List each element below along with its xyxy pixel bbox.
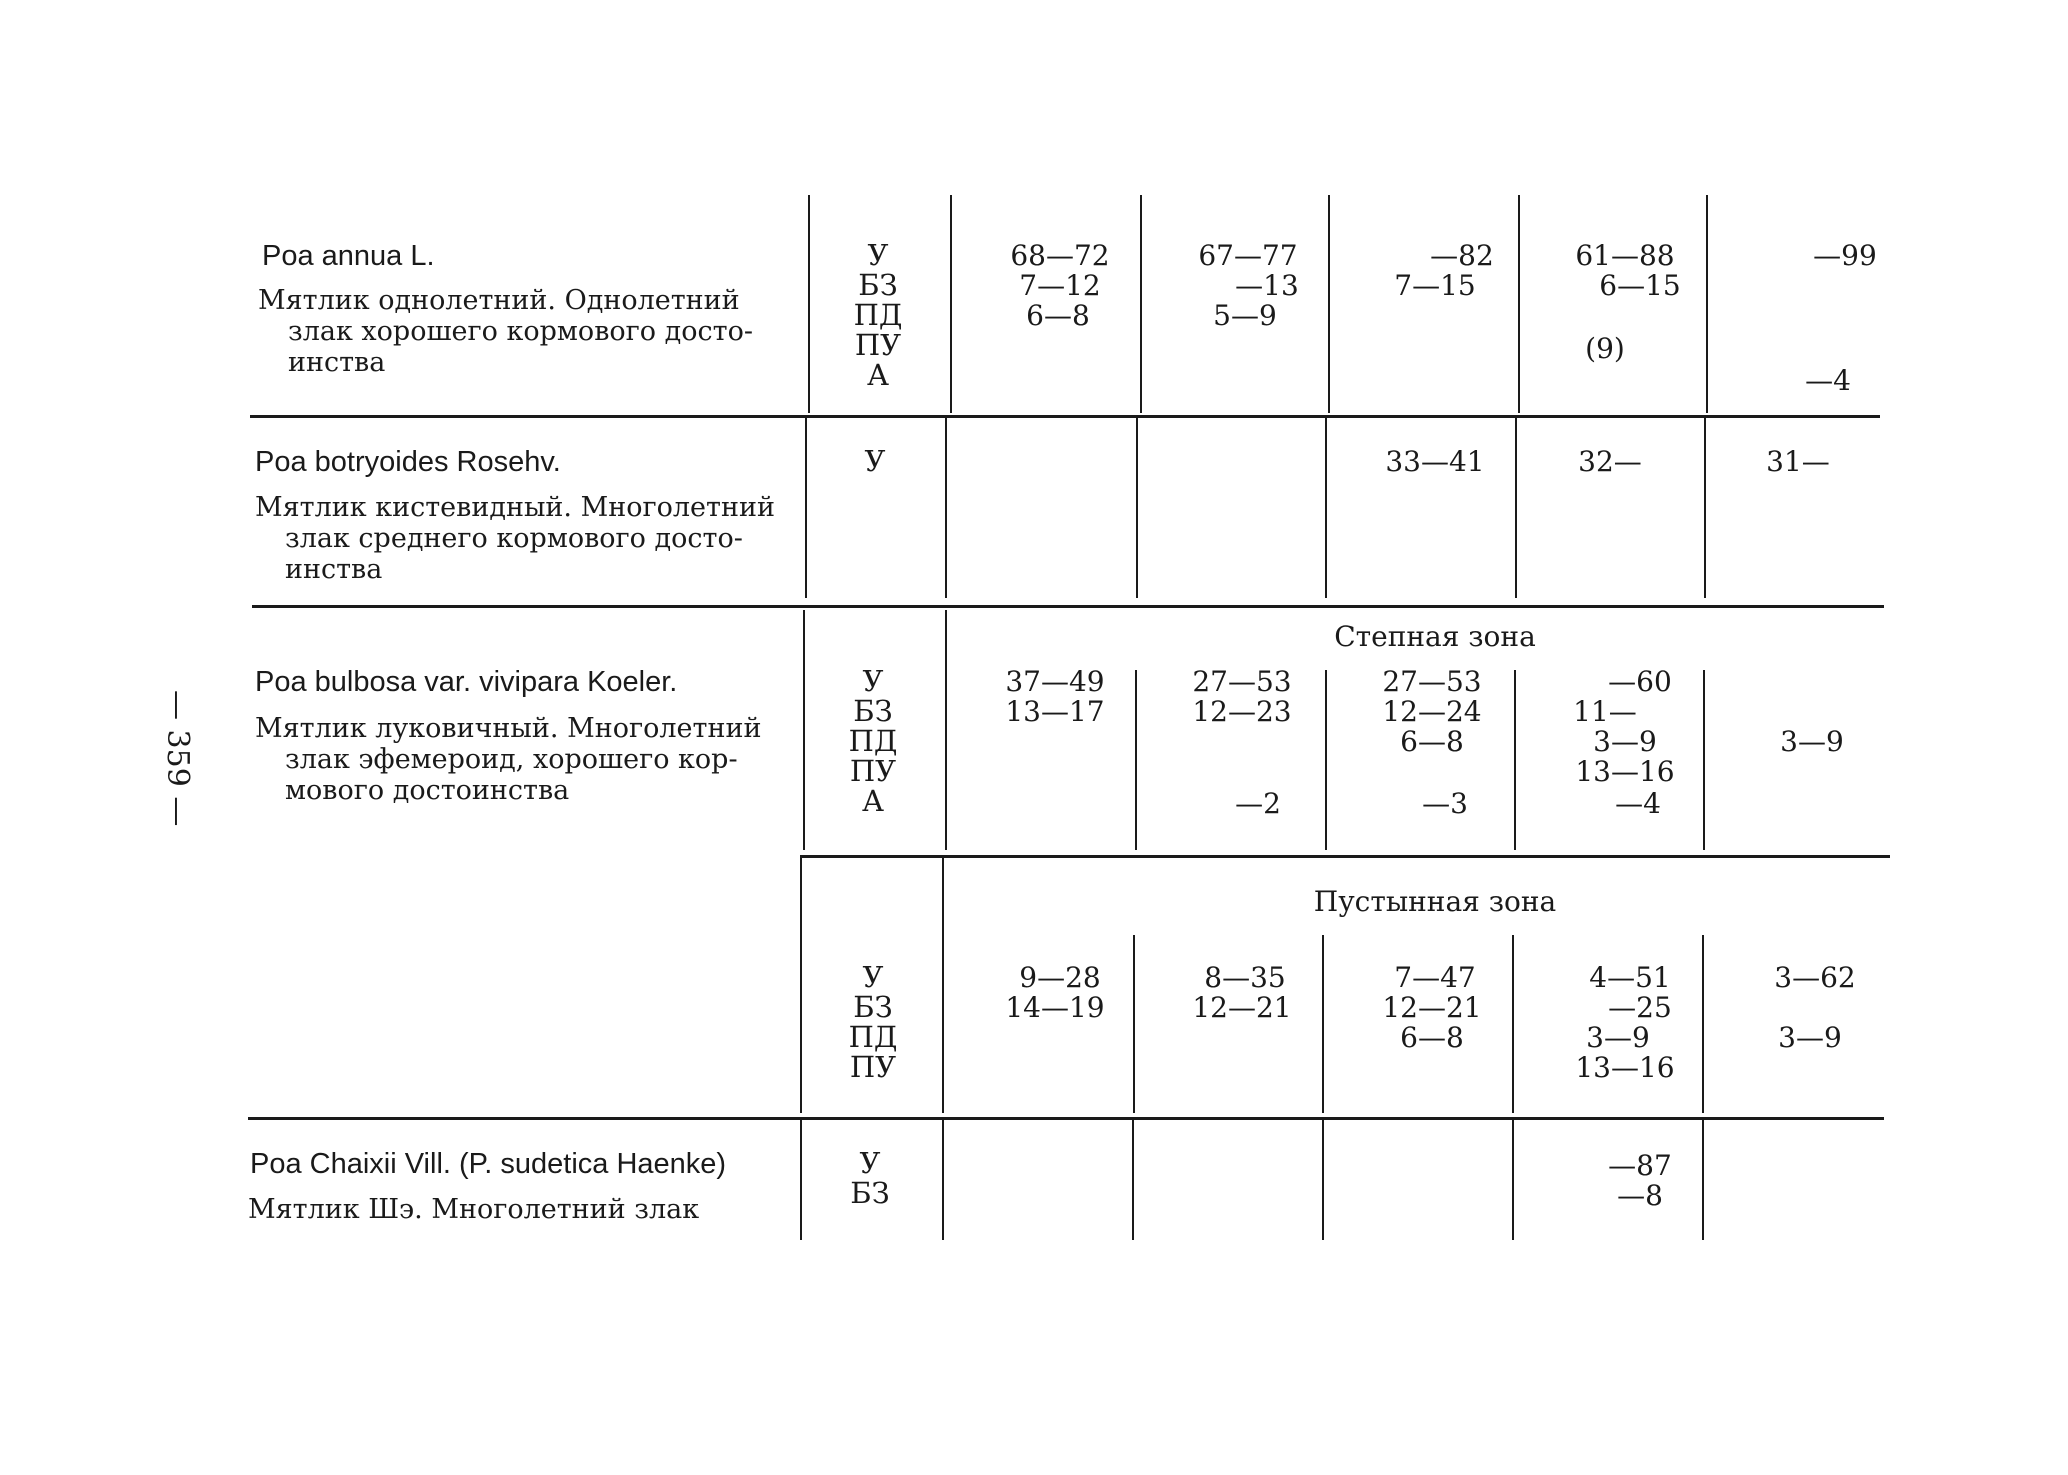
row-divider <box>252 605 1884 608</box>
description-line: Мятлик Шэ. Многолетний злак <box>248 1194 700 1225</box>
indicator-codes <box>830 1148 910 1208</box>
species-description <box>255 492 785 585</box>
value-cell: —2 <box>1235 787 1281 820</box>
value-cell: —3 <box>1422 787 1468 820</box>
value-cell: 6—8 <box>1400 1021 1464 1054</box>
column-rule <box>1322 935 1324 1113</box>
value-cell: —87 <box>1608 1149 1672 1182</box>
code: БЗ <box>853 694 893 728</box>
value-cell: 13—17 <box>1005 695 1105 728</box>
species-description <box>255 713 783 806</box>
column-rule <box>1702 1120 1704 1240</box>
value-cell: 4—51 <box>1589 961 1671 994</box>
value-cell: 27—53 <box>1382 665 1482 698</box>
value-cell: 12—24 <box>1382 695 1482 728</box>
column-rule <box>803 610 805 850</box>
species-latin-name: Poa Chaixii Vill. (P. sudetica Haenke) <box>250 1148 727 1180</box>
code: ПД <box>853 298 903 332</box>
description-line: Мятлик луковичный. Многолетний <box>255 713 762 744</box>
species-description <box>258 285 793 378</box>
value-cell: 8—35 <box>1204 961 1286 994</box>
value-cell: 6—8 <box>1400 725 1464 758</box>
value-cell: —99 <box>1813 239 1877 272</box>
row-divider <box>248 1117 1884 1120</box>
code: У <box>862 664 884 698</box>
code: ПУ <box>849 1050 897 1084</box>
indicator-codes <box>838 240 918 390</box>
value-cell: 31— <box>1766 445 1830 478</box>
column-rule <box>1132 1120 1134 1240</box>
description-line: мового достоинства <box>285 775 570 806</box>
value-cell: 33—41 <box>1385 445 1485 478</box>
column-rule <box>1328 195 1330 413</box>
code: А <box>862 784 884 818</box>
value-cell: —25 <box>1608 991 1672 1024</box>
value-cell: 12—21 <box>1192 991 1292 1024</box>
column-rule <box>1325 418 1327 598</box>
row-divider <box>250 415 1880 418</box>
value-cell: 13—16 <box>1575 1051 1675 1084</box>
indicator-codes <box>835 446 915 476</box>
value-cell: 14—19 <box>1005 991 1105 1024</box>
column-rule <box>1514 670 1516 850</box>
column-rule <box>808 195 810 413</box>
code: У <box>867 238 889 272</box>
code: БЗ <box>858 268 898 302</box>
code: БЗ <box>853 990 893 1024</box>
value-cell: 7—47 <box>1394 961 1476 994</box>
value-cell: 68—72 <box>1010 239 1110 272</box>
column-rule <box>945 610 947 850</box>
code: У <box>864 444 886 478</box>
value-cell: 3—9 <box>1586 1021 1650 1054</box>
column-rule <box>1518 195 1520 413</box>
value-cell: —60 <box>1608 665 1672 698</box>
description-line: инства <box>288 347 386 378</box>
value-cell: —4 <box>1615 787 1661 820</box>
zone-heading-steppe: Степная зона <box>1334 620 1536 653</box>
indicator-codes <box>833 962 913 1082</box>
value-cell: 3—62 <box>1774 961 1856 994</box>
value-cell: 6—8 <box>1026 299 1090 332</box>
column-rule <box>1140 195 1142 413</box>
column-rule <box>800 858 802 1113</box>
code: ПУ <box>854 328 902 362</box>
column-rule <box>1135 670 1137 850</box>
column-rule <box>1702 935 1704 1113</box>
description-line: злак среднего кормового досто- <box>285 523 743 554</box>
value-cell: (9) <box>1585 332 1625 365</box>
value-cell: 27—53 <box>1192 665 1292 698</box>
code: А <box>867 358 889 392</box>
page-number: — 359 — <box>160 690 195 827</box>
description-line: Мятлик кистевидный. Многолетний <box>255 492 775 523</box>
value-cell: 12—23 <box>1192 695 1292 728</box>
column-rule <box>1512 1120 1514 1240</box>
species-latin-name: Poa bulbosa var. vivipara Koeler. <box>255 666 678 698</box>
code: ПД <box>848 1020 898 1054</box>
column-rule <box>800 1120 802 1240</box>
column-rule <box>942 858 944 1113</box>
value-cell: 5—9 <box>1213 299 1277 332</box>
value-cell: 9—28 <box>1019 961 1101 994</box>
zone-heading-desert: Пустынная зона <box>1313 885 1557 918</box>
code: ПД <box>848 724 898 758</box>
description-line: злак хорошего кормового досто- <box>288 316 753 347</box>
value-cell: 37—49 <box>1005 665 1105 698</box>
value-cell: 67—77 <box>1198 239 1298 272</box>
value-cell: 11— <box>1573 695 1637 728</box>
description-line: Мятлик однолетний. Однолетний <box>258 285 740 316</box>
column-rule <box>1703 670 1705 850</box>
value-cell: 61—88 <box>1575 239 1675 272</box>
column-rule <box>1325 670 1327 850</box>
column-rule <box>805 418 807 598</box>
value-cell: 3—9 <box>1593 725 1657 758</box>
value-cell: 32— <box>1578 445 1642 478</box>
value-cell: 3—9 <box>1780 725 1844 758</box>
value-cell: —13 <box>1235 269 1299 302</box>
column-rule <box>1704 418 1706 598</box>
species-latin-name: Poa annua L. <box>262 240 435 272</box>
code: У <box>862 960 884 994</box>
value-cell: 7—15 <box>1394 269 1476 302</box>
value-cell: 3—9 <box>1778 1021 1842 1054</box>
code: БЗ <box>850 1176 890 1210</box>
code: У <box>859 1146 881 1180</box>
indicator-codes <box>833 666 913 816</box>
column-rule <box>945 418 947 598</box>
zone-divider <box>800 855 1890 858</box>
description-line: злак эфемероид, хорошего кор- <box>285 744 738 775</box>
column-rule <box>942 1120 944 1240</box>
column-rule <box>1515 418 1517 598</box>
description-line: инства <box>285 554 383 585</box>
value-cell: —82 <box>1430 239 1494 272</box>
species-description <box>248 1194 699 1225</box>
species-latin-name: Poa botryoides Rosehv. <box>255 446 561 478</box>
column-rule <box>1322 1120 1324 1240</box>
column-rule <box>950 195 952 413</box>
column-rule <box>1512 935 1514 1113</box>
value-cell: 12—21 <box>1382 991 1482 1024</box>
column-rule <box>1136 418 1138 598</box>
code: ПУ <box>849 754 897 788</box>
value-cell: —4 <box>1805 364 1851 397</box>
value-cell: 6—15 <box>1599 269 1681 302</box>
value-cell: —8 <box>1617 1179 1663 1212</box>
column-rule <box>1706 195 1708 413</box>
value-cell: 7—12 <box>1019 269 1101 302</box>
value-cell: 13—16 <box>1575 755 1675 788</box>
column-rule <box>1133 935 1135 1113</box>
